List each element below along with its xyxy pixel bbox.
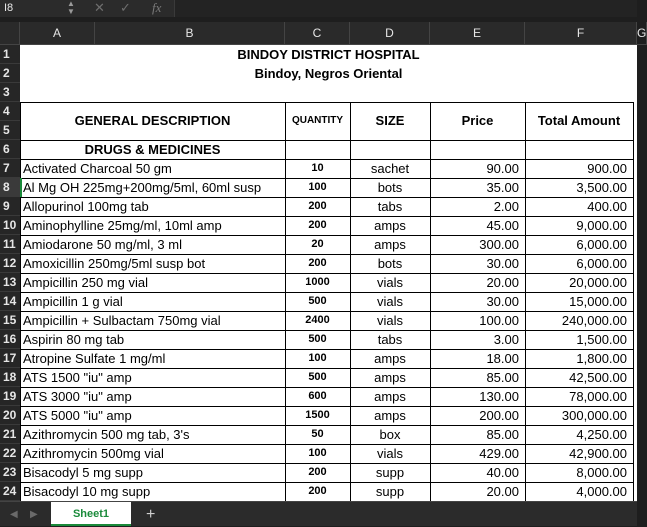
- item-price[interactable]: 20.00: [486, 275, 519, 290]
- sheet-tab-bar: [0, 501, 637, 526]
- grid-border: [20, 387, 633, 388]
- item-price[interactable]: 35.00: [486, 180, 519, 195]
- item-total[interactable]: 4,000.00: [576, 484, 627, 499]
- item-quantity[interactable]: 600: [308, 390, 327, 402]
- row-header-15[interactable]: 15: [0, 311, 20, 330]
- grid-border: [350, 102, 351, 501]
- row-header-17[interactable]: 17: [0, 349, 20, 368]
- item-quantity[interactable]: 200: [308, 466, 327, 478]
- item-size[interactable]: vials: [376, 275, 403, 290]
- grid-border: [20, 178, 633, 179]
- grid-border: [20, 140, 633, 141]
- row-header-24[interactable]: 24: [0, 482, 20, 501]
- item-size[interactable]: bots: [377, 256, 403, 271]
- item-quantity[interactable]: 100: [308, 447, 327, 459]
- active-row-indicator: [20, 178, 22, 197]
- column-header-b[interactable]: B: [95, 22, 285, 45]
- formula-bar: [0, 0, 637, 17]
- row-header-16[interactable]: 16: [0, 330, 20, 349]
- header-quantity: QUANTITY: [291, 115, 344, 126]
- item-price[interactable]: 20.00: [486, 484, 519, 499]
- row-header-11[interactable]: 11: [0, 235, 20, 254]
- grid-border: [20, 482, 633, 483]
- row-header-23[interactable]: 23: [0, 463, 20, 482]
- item-price[interactable]: 30.00: [486, 256, 519, 271]
- item-description[interactable]: ATS 3000 "iu" amp: [23, 389, 132, 404]
- grid-border: [20, 197, 633, 198]
- grid-border: [20, 102, 633, 103]
- item-price[interactable]: 100.00: [479, 313, 519, 328]
- row-header-20[interactable]: 20: [0, 406, 20, 425]
- item-size[interactable]: vials: [376, 446, 403, 461]
- grid-border: [20, 292, 633, 293]
- row-header-14[interactable]: 14: [0, 292, 20, 311]
- item-size[interactable]: sachet: [370, 161, 410, 176]
- grid-border: [20, 349, 633, 350]
- item-description[interactable]: Aminophylline 25mg/ml, 10ml amp: [23, 218, 222, 233]
- item-total[interactable]: 20,000.00: [569, 275, 627, 290]
- grid-border: [20, 330, 633, 331]
- item-price[interactable]: 85.00: [486, 427, 519, 442]
- row-header-22[interactable]: 22: [0, 444, 20, 463]
- grid-border: [20, 406, 633, 407]
- row-header-7[interactable]: 7: [0, 159, 20, 178]
- item-quantity[interactable]: 2400: [305, 314, 330, 326]
- item-size[interactable]: bots: [377, 180, 403, 195]
- row-header-10[interactable]: 10: [0, 216, 20, 235]
- item-quantity[interactable]: 500: [308, 295, 327, 307]
- header-price: Price: [461, 113, 494, 128]
- item-description[interactable]: Azithromycin 500 mg tab, 3's: [23, 427, 190, 442]
- column-header-g[interactable]: G: [637, 22, 647, 45]
- grid-border: [20, 444, 633, 445]
- item-total[interactable]: 300,000.00: [561, 408, 627, 423]
- row-header-3[interactable]: 3: [0, 83, 20, 102]
- item-total[interactable]: 15,000.00: [569, 294, 627, 309]
- insert-function-icon[interactable]: fx: [152, 0, 162, 15]
- item-quantity[interactable]: 1500: [305, 409, 330, 421]
- item-total[interactable]: 42,900.00: [569, 446, 627, 461]
- grid-border: [20, 425, 633, 426]
- row-header-21[interactable]: 21: [0, 425, 20, 444]
- item-size[interactable]: amps: [374, 237, 406, 252]
- item-total[interactable]: 6,000.00: [576, 237, 627, 252]
- grid-border: [20, 463, 633, 464]
- item-price[interactable]: 2.00: [493, 199, 519, 214]
- row-header-19[interactable]: 19: [0, 387, 20, 406]
- item-size[interactable]: amps: [374, 389, 406, 404]
- grid-border: [430, 102, 431, 501]
- item-quantity[interactable]: 500: [308, 371, 327, 383]
- item-description[interactable]: Al Mg OH 225mg+200mg/5ml, 60ml susp: [23, 180, 262, 195]
- item-quantity[interactable]: 1000: [305, 276, 330, 288]
- name-box-dropdown-icon[interactable]: ▲ ▼: [67, 0, 75, 16]
- item-price[interactable]: 85.00: [486, 370, 519, 385]
- name-box[interactable]: I8: [4, 2, 14, 14]
- item-total[interactable]: 900.00: [587, 161, 627, 176]
- spreadsheet-grid[interactable]: [20, 45, 637, 501]
- item-description[interactable]: Bisacodyl 10 mg supp: [23, 484, 151, 499]
- grid-border: [20, 311, 633, 312]
- item-description[interactable]: Amoxicillin 250mg/5ml susp bot: [23, 256, 206, 271]
- row-header-2[interactable]: 2: [0, 64, 20, 83]
- item-quantity[interactable]: 500: [308, 333, 327, 345]
- item-total[interactable]: 3,500.00: [576, 180, 627, 195]
- item-description[interactable]: Allopurinol 100mg tab: [23, 199, 149, 214]
- item-description[interactable]: ATS 1500 "iu" amp: [23, 370, 132, 385]
- item-quantity[interactable]: 100: [308, 352, 327, 364]
- confirm-icon[interactable]: ✓: [120, 0, 131, 15]
- grid-border: [285, 102, 286, 501]
- grid-border: [20, 216, 633, 217]
- column-headers: [0, 22, 647, 45]
- item-total[interactable]: 4,250.00: [576, 427, 627, 442]
- item-quantity[interactable]: 200: [308, 219, 327, 231]
- item-total[interactable]: 42,500.00: [569, 370, 627, 385]
- item-price[interactable]: 90.00: [486, 161, 519, 176]
- item-price[interactable]: 45.00: [486, 218, 519, 233]
- item-total[interactable]: 400.00: [587, 199, 627, 214]
- column-header-d[interactable]: D: [350, 22, 430, 45]
- item-description[interactable]: Amiodarone 50 mg/ml, 3 ml: [23, 237, 182, 252]
- item-total[interactable]: 240,000.00: [561, 313, 627, 328]
- cancel-icon[interactable]: ✕: [94, 0, 105, 15]
- section-label: DRUGS & MEDICINES: [84, 142, 221, 157]
- item-size[interactable]: supp: [375, 484, 405, 499]
- item-size[interactable]: supp: [375, 465, 405, 480]
- row-header-12[interactable]: 12: [0, 254, 20, 273]
- item-total[interactable]: 9,000.00: [576, 218, 627, 233]
- item-quantity[interactable]: 200: [308, 200, 327, 212]
- row-header-18[interactable]: 18: [0, 368, 20, 387]
- item-size[interactable]: vials: [376, 294, 403, 309]
- item-price[interactable]: 40.00: [486, 465, 519, 480]
- row-header-5[interactable]: 5: [0, 121, 20, 140]
- grid-border: [20, 159, 633, 160]
- item-total[interactable]: 1,800.00: [576, 351, 627, 366]
- row-header-8[interactable]: 8: [0, 178, 20, 197]
- row-header-6[interactable]: 6: [0, 140, 20, 159]
- add-sheet-icon[interactable]: +: [146, 506, 156, 523]
- item-size[interactable]: amps: [374, 370, 406, 385]
- header-total-amount: Total Amount: [537, 113, 621, 128]
- item-quantity[interactable]: 50: [311, 428, 324, 440]
- item-description[interactable]: Atropine Sulfate 1 mg/ml: [23, 351, 166, 366]
- grid-border: [20, 368, 633, 369]
- item-size[interactable]: vials: [376, 313, 403, 328]
- item-price[interactable]: 30.00: [486, 294, 519, 309]
- item-description[interactable]: Ampicillin 1 g vial: [23, 294, 123, 309]
- item-description[interactable]: ATS 5000 "iu" amp: [23, 408, 132, 423]
- item-total[interactable]: 1,500.00: [576, 332, 627, 347]
- item-total[interactable]: 78,000.00: [569, 389, 627, 404]
- row-header-1[interactable]: 1: [0, 45, 20, 64]
- column-header-c[interactable]: C: [285, 22, 350, 45]
- item-size[interactable]: amps: [374, 218, 406, 233]
- item-size[interactable]: tabs: [377, 332, 403, 347]
- grid-border: [20, 273, 633, 274]
- row-header-4[interactable]: 4: [0, 102, 20, 121]
- item-total[interactable]: 8,000.00: [576, 465, 627, 480]
- grid-border: [20, 254, 633, 255]
- item-price[interactable]: 3.00: [493, 332, 519, 347]
- next-sheet-icon[interactable]: ▶: [30, 509, 38, 520]
- item-price[interactable]: 200.00: [479, 408, 519, 423]
- row-header-9[interactable]: 9: [0, 197, 20, 216]
- item-size[interactable]: amps: [374, 408, 406, 423]
- item-quantity[interactable]: 20: [311, 238, 324, 250]
- item-description[interactable]: Ampicillin 250 mg vial: [23, 275, 148, 290]
- item-description[interactable]: Activated Charcoal 50 gm: [23, 161, 172, 176]
- item-price[interactable]: 130.00: [479, 389, 519, 404]
- sheet-tab-sheet1[interactable]: Sheet1: [51, 502, 131, 526]
- header-general-description: GENERAL DESCRIPTION: [74, 113, 231, 128]
- item-quantity[interactable]: 10: [311, 162, 324, 174]
- column-header-f[interactable]: F: [525, 22, 637, 45]
- column-header-e[interactable]: E: [430, 22, 525, 45]
- item-quantity[interactable]: 200: [308, 257, 327, 269]
- item-description[interactable]: Azithromycin 500mg vial: [23, 446, 164, 461]
- item-description[interactable]: Bisacodyl 5 mg supp: [23, 465, 143, 480]
- item-quantity[interactable]: 200: [308, 485, 327, 497]
- grid-border: [20, 102, 21, 501]
- item-size[interactable]: amps: [374, 351, 406, 366]
- item-total[interactable]: 6,000.00: [576, 256, 627, 271]
- header-size: SIZE: [375, 113, 405, 128]
- item-quantity[interactable]: 100: [308, 181, 327, 193]
- item-description[interactable]: Ampicillin + Sulbactam 750mg vial: [23, 313, 221, 328]
- item-price[interactable]: 18.00: [486, 351, 519, 366]
- hospital-subtitle: Bindoy, Negros Oriental: [254, 66, 403, 81]
- item-description[interactable]: Aspirin 80 mg tab: [23, 332, 125, 347]
- formula-input[interactable]: [174, 0, 637, 17]
- grid-border: [20, 235, 633, 236]
- item-price[interactable]: 429.00: [479, 446, 519, 461]
- select-all-corner[interactable]: [0, 22, 20, 45]
- item-size[interactable]: tabs: [377, 199, 403, 214]
- grid-border: [633, 102, 634, 501]
- prev-sheet-icon[interactable]: ◀: [10, 509, 18, 520]
- hospital-title: BINDOY DISTRICT HOSPITAL: [237, 47, 420, 62]
- grid-border: [525, 102, 526, 501]
- column-header-a[interactable]: A: [20, 22, 95, 45]
- row-header-13[interactable]: 13: [0, 273, 20, 292]
- item-price[interactable]: 300.00: [479, 237, 519, 252]
- item-size[interactable]: box: [379, 427, 401, 442]
